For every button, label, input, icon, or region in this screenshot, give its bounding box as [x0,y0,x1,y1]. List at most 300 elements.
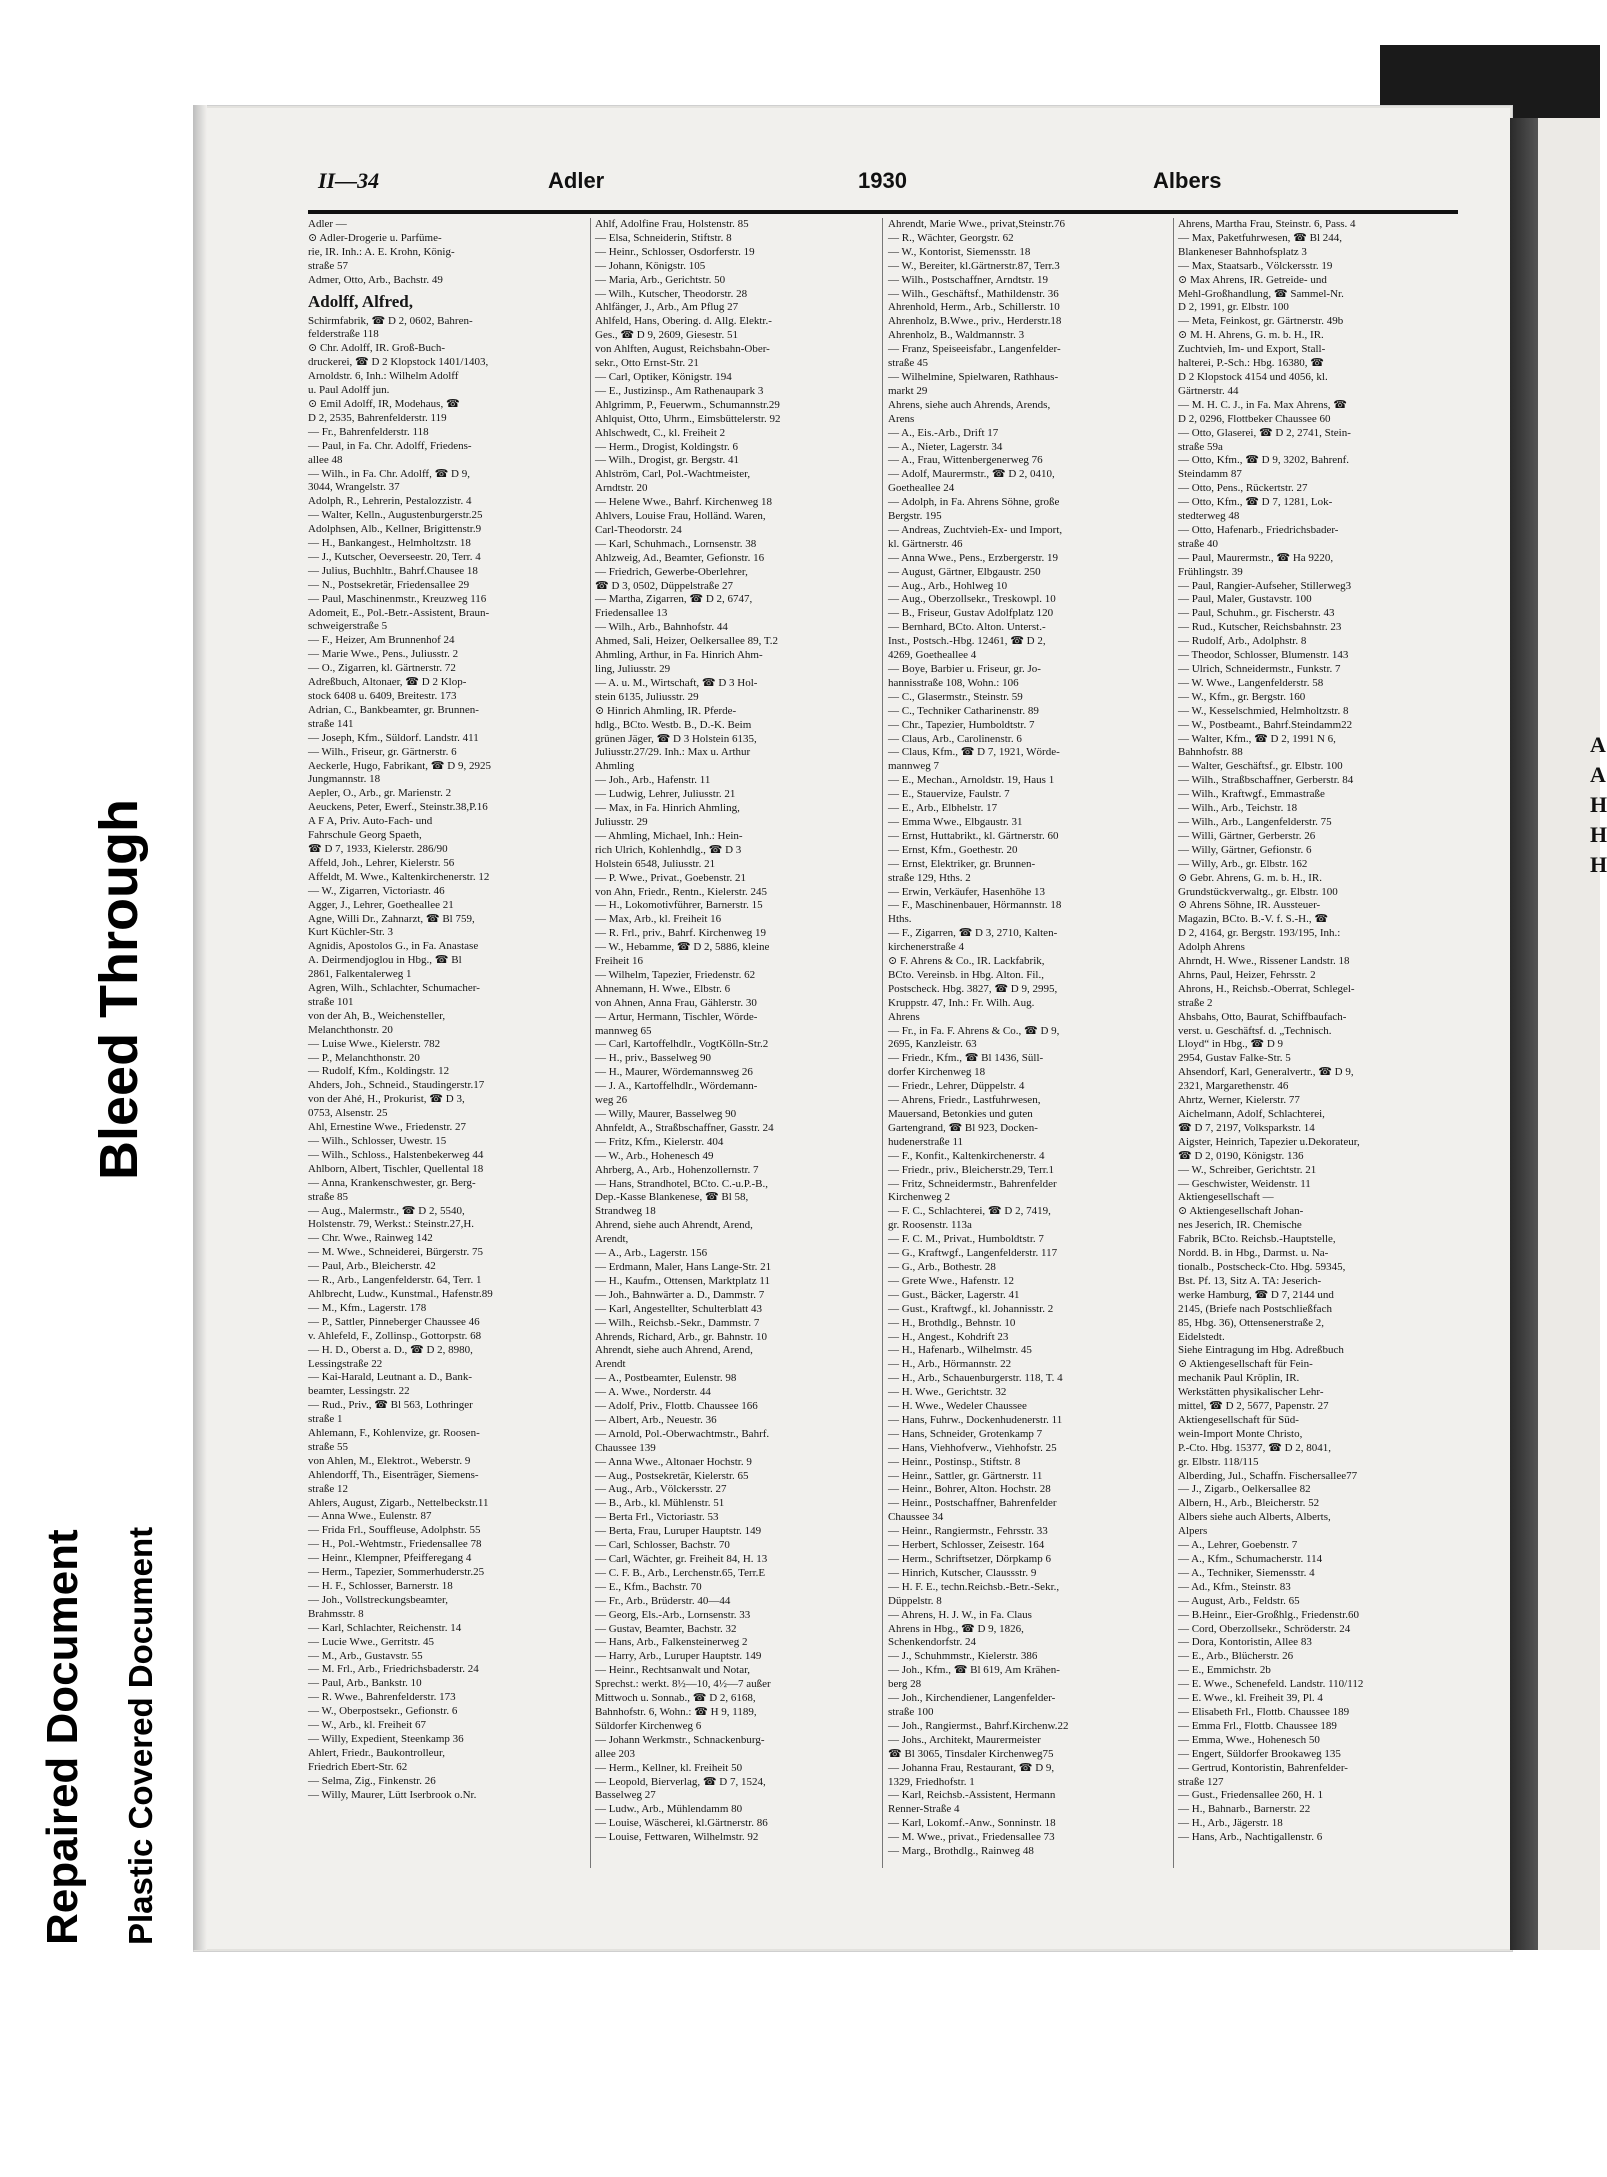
directory-entry-line: — Hinrich, Kutscher, Claussstr. 9 [888,1566,1037,1579]
directory-entry-line: BCto. Vereinsb. in Hbg. Alton. Fil., [888,968,1044,981]
directory-column-3 [888,218,1168,1868]
directory-entry-line: — Ahmling, Michael, Inh.: Hein- [595,829,743,842]
directory-entry-line: Ahlemann, F., Kohlenvize, gr. Roosen- [308,1427,480,1440]
directory-entry-line: — Friedr., priv., Bleicherstr.29, Terr.1 [888,1163,1055,1176]
directory-entry-line: — Paul, Maurermstr., ☎ Ha 9220, [1178,551,1334,564]
directory-entry-line: Basselweg 27 [595,1789,656,1802]
directory-entry-line: — H., priv., Basselweg 90 [595,1052,711,1065]
directory-entry-line: — Wilh., Friseur, gr. Gärtnerstr. 6 [308,745,457,758]
directory-entry-line: — Harry, Arb., Luruper Hauptstr. 149 [595,1650,762,1663]
directory-entry-line: Adomeit, E., Pol.-Betr.-Assistent, Braun- [308,606,490,619]
directory-entry-line: — Wilhelm, Tapezier, Friedenstr. 62 [595,968,756,981]
directory-entry-line: — Berta Frl., Victoriastr. 53 [595,1511,719,1524]
directory-entry-line: — Otto, Kfm., ☎ D 9, 3202, Bahrenf. [1178,454,1350,467]
directory-entry-line: gr. Roosenstr. 113a [888,1219,972,1232]
directory-entry-line: — Albert, Arb., Neuestr. 36 [595,1413,717,1426]
directory-entry-line: 0753, Alsenstr. 25 [308,1107,388,1120]
directory-entry-line: — Walter, Geschäftsf., gr. Elbstr. 100 [1178,760,1343,773]
directory-entry-line: Siehe Eintragung im Hbg. Adreßbuch [1178,1344,1344,1357]
directory-entry-line: — Andreas, Zuchtvieh-Ex- und Import, [888,523,1063,536]
directory-entry-line: Adler — [308,218,347,230]
directory-entry-line: — J., Zigarb., Oelkersallee 82 [1178,1483,1311,1496]
directory-entry-line: Dep.-Kasse Blankenese, ☎ Bl 58, [595,1191,749,1204]
directory-entry-line: von Ahn, Friedr., Rentn., Kielerstr. 245 [595,885,768,898]
directory-entry-line: Schenkendorfstr. 24 [888,1636,976,1649]
directory-entry-line: hudenerstraße 11 [888,1135,964,1148]
directory-entry-line: — Johann, Königstr. 105 [595,259,706,272]
directory-entry-line: Fabrik, BCto. Reichsb.-Hauptstelle, [1178,1233,1336,1246]
directory-entry-line: mittel, ☎ D 2, 5677, Papenstr. 27 [1178,1400,1329,1413]
directory-entry-line: Düppelstr. 8 [888,1594,942,1607]
directory-entry-line: Ahders, Joh., Schneid., Staudingerstr.17 [308,1079,485,1092]
directory-entry-line: — M. H. C. J., in Fa. Max Ahrens, ☎ [1178,398,1347,411]
directory-entry-line: ⊙ M. H. Ahrens, G. m. b. H., IR. [1178,329,1324,342]
directory-entry-line: allee 203 [595,1747,636,1760]
directory-column-4 [1178,218,1458,1868]
directory-entry-line: rie, IR. Inh.: A. E. Krohn, König- [308,245,455,258]
directory-entry-line: Ahlgrimm, P., Feuerwm., Schumannstr.29 [595,398,780,411]
directory-entry-line: 2954, Gustav Falke-Str. 5 [1178,1052,1291,1065]
directory-entry-line: — Bernhard, BCto. Alton. Unterst.- [888,621,1046,634]
directory-entry-line: Affeld, Joh., Lehrer, Kielerstr. 56 [308,856,455,869]
directory-entry-line: schweigerstraße 5 [308,620,388,633]
directory-entry-line: — A., Techniker, Siemensstr. 4 [1178,1566,1315,1579]
directory-entry-line: — Hans, Arb., Nachtigallenstr. 6 [1178,1831,1323,1844]
directory-entry-line: — W. Wwe., Langenfelderstr. 58 [1178,676,1324,689]
directory-entry-line: — Joh., Kirchendiener, Langenfelder- [888,1692,1056,1705]
directory-entry-line: — Joseph, Kfm., Süldorf. Landstr. 411 [308,731,479,744]
directory-entry-line: — Chr., Tapezier, Humboldtstr. 7 [888,718,1035,731]
directory-entry-line: — Wilh., Schloss., Halstenbekerweg 44 [308,1148,484,1161]
directory-entry-line: Ahlfeld, Hans, Obering. d. Allg. Elektr.- [595,315,772,328]
directory-entry-line: Aktiengesellschaft — [1178,1191,1274,1204]
last-entry-heading: Albers [1153,168,1222,193]
column-divider [590,218,591,1868]
directory-entry-line: — Karl, Schuhmach., Lornsenstr. 38 [595,537,757,550]
directory-entry-line: — Friedr., Lehrer, Düppelstr. 4 [888,1080,1025,1093]
directory-entry-line: Postscheck. Hbg. 3827, ☎ D 9, 2995, [888,982,1058,995]
directory-entry-line: — Anna Wwe., Eulenstr. 87 [308,1510,432,1523]
directory-entry-line: 2321, Margarethenstr. 46 [1178,1080,1289,1093]
directory-entry-line: — Heinr., Rechtsanwalt und Notar, [595,1664,751,1677]
directory-entry-line: — Heinr., Sattler, gr. Gärtnerstr. 11 [888,1469,1043,1482]
year-heading: 1930 [858,168,907,193]
directory-entry-line: Ahrenhold, Herm., Arb., Schillerstr. 10 [888,301,1060,314]
directory-entry-line: Süldorfer Kirchenweg 6 [595,1719,702,1732]
directory-entry-line: kirchenerstraße 4 [888,941,965,954]
directory-entry-line: halterei, P.-Sch.: Hbg. 16380, ☎ [1178,357,1324,370]
directory-entry-line: Aigster, Heinrich, Tapezier u.Dekorateur, [1178,1135,1360,1148]
directory-entry-line: — W., Bereiter, kl.Gärtnerstr.87, Terr.3 [888,259,1060,272]
directory-entry-line: — Hans, Strandhotel, BCto. C.-u.P.-B., [595,1177,768,1190]
directory-entry-line: — Hans, Fuhrw., Dockenhudenerstr. 11 [888,1413,1063,1426]
directory-entry-line: Kurt Küchler-Str. 3 [308,926,394,939]
directory-entry-line: — H., Arb., Jägerstr. 18 [1178,1817,1283,1830]
directory-entry-line: — Louise, Wäscherei, kl.Gärtnerstr. 86 [595,1817,768,1830]
directory-entry-line: Eidelstedt. [1178,1330,1225,1343]
column-divider [882,218,883,1868]
directory-entry-line: — Karl, Reichsb.-Assistent, Hermann [888,1789,1056,1802]
directory-entry-line: — Emma, Wwe., Hohenesch 50 [1178,1733,1320,1746]
directory-entry-line: — R., Arb., Langenfelderstr. 64, Terr. 1 [308,1274,482,1287]
repaired-document-label: Repaired Document [38,1529,87,1945]
directory-entry-line: hdlg., BCto. Westb. B., D.-K. Beim [595,718,752,731]
directory-entry-line: ☎ Bl 3065, Tinsdaler Kirchenweg75 [888,1747,1054,1760]
directory-entry-line: Friedensallee 13 [595,607,668,620]
directory-entry-line: — Fritz, Schneidermstr., Bahrenfelder [888,1177,1057,1190]
directory-entry-line: — Herm., Schriftsetzer, Dörpkamp 6 [888,1553,1051,1565]
directory-entry-line: — Selma, Zig., Finkenstr. 26 [308,1774,436,1787]
directory-entry-line: — Ahrens, Friedr., Lastfuhrwesen, [888,1094,1041,1107]
directory-entry-line: D 2, 0296, Flottbeker Chaussee 60 [1178,412,1331,425]
directory-entry-line: Adolph Ahrens [1178,941,1245,954]
directory-entry-line: Ahrons, H., Reichsb.-Oberrat, Schlegel- [1178,982,1355,995]
directory-entry-line: — H. Wwe., Gerichtstr. 32 [888,1386,1007,1399]
directory-entry-line: 2861, Falkentalerweg 1 [308,968,412,981]
directory-entry-line: — F. C. M., Privat., Humboldtstr. 7 [888,1233,1044,1246]
directory-entry-line: — Elsa, Schneiderin, Stiftstr. 8 [595,231,732,244]
directory-entry-line: 85, Hbg. 36), Ottensenerstraße 2, [1178,1316,1325,1329]
directory-entry-line: — G., Kraftwgf., Langenfelderstr. 117 [888,1247,1058,1260]
directory-entry-line: — Wilh., Straßbschaffner, Gerberstr. 84 [1178,774,1354,787]
directory-entry-line: — Rud., Priv., ☎ Bl 563, Lothringer [308,1399,473,1412]
directory-entry-line: D 2, 2535, Bahrenfelderstr. 119 [308,411,447,424]
directory-entry-line: — Herm., Drogist, Koldingstr. 6 [595,440,738,453]
directory-entry-line: — Anna Wwe., Pens., Erzbergerstr. 19 [888,551,1059,564]
directory-entry-line: rich Ulrich, Kohlenhdlg., ☎ D 3 [595,843,742,856]
directory-entry-line: — Artur, Hermann, Tischler, Wörde- [595,1010,758,1023]
directory-entry-line: — Hans, Schneider, Grotenkamp 7 [888,1427,1043,1440]
directory-entry-line: — Ludw., Arb., Mühlendamm 80 [595,1803,743,1816]
directory-entry-line: — B., Arb., kl. Mühlenstr. 51 [595,1497,725,1510]
directory-entry-line: — Rudolf, Kfm., Koldingstr. 12 [308,1065,450,1078]
directory-entry-line: Freiheit 16 [595,955,643,968]
directory-entry-line: Admer, Otto, Arb., Bachstr. 49 [308,273,443,286]
directory-entry-line: — Emma Wwe., Elbgaustr. 31 [888,815,1023,828]
directory-entry-line: — Wilh., Arb., Teichstr. 18 [1178,802,1298,815]
directory-entry-line: Ahlendorff, Th., Eisenträger, Siemens- [308,1468,479,1481]
directory-entry-line: Carl-Theodorstr. 24 [595,523,682,536]
directory-entry-line: berg 28 [888,1678,922,1691]
directory-entry-line: — Aug., Arb., Völckersstr. 27 [595,1483,727,1496]
directory-entry-line: wein-Import Monte Christo, [1178,1427,1303,1440]
directory-entry-line: Aeuckens, Peter, Ewerf., Steinstr.38,P.16 [308,801,488,814]
directory-entry-line: A. Deirmendjoglou in Hbg., ☎ Bl [308,954,462,967]
directory-entry-line: straße 141 [308,717,354,730]
directory-entry-line: — Willy, Arb., gr. Elbstr. 162 [1178,857,1308,870]
directory-entry-line: 1329, Friedhofstr. 1 [888,1775,975,1788]
directory-entry-line: ⊙ Gebr. Ahrens, G. m. b. H., IR. [1178,871,1322,884]
directory-entry-line: 3044, Wrangelstr. 37 [308,481,400,494]
directory-entry-line: — Aug., Postsekretär, Kielerstr. 65 [595,1469,749,1482]
directory-entry-line: — Friedr., Kfm., ☎ Bl 1436, Süll- [888,1052,1044,1065]
directory-entry-line: — Ernst, Elektriker, gr. Brunnen- [888,857,1036,870]
directory-entry-line: — R. Wwe., Bahrenfelderstr. 173 [308,1691,456,1704]
directory-entry-line: — Walter, Kelln., Augustenburgerstr.25 [308,509,483,522]
directory-entry-line: — Paul, Maler, Gustavstr. 100 [1178,593,1312,606]
directory-entry-line: — O., Zigarren, kl. Gärtnerstr. 72 [308,662,456,675]
directory-entry-line: — A., Eis.-Arb., Drift 17 [888,426,999,439]
directory-entry-line: straße 85 [308,1190,349,1203]
directory-entry-line: Arendt [595,1358,626,1371]
directory-entry-line: — H., Arb., Hörmannstr. 22 [888,1358,1012,1371]
directory-entry-line: — Ernst, Huttabrikt., kl. Gärtnerstr. 60 [888,829,1059,842]
directory-entry-line: felderstraße 118 [308,328,379,341]
directory-entry-line: — W., Postbeamt., Bahrf.Steindamm22 [1178,718,1353,731]
directory-entry-line: Ahrendt, Marie Wwe., privat,Steinstr.76 [888,218,1065,230]
directory-entry-line: stein 6135, Juliusstr. 29 [595,690,699,703]
page-header [318,168,1458,200]
directory-entry-line: Ahlers, August, Zigarb., Nettelbeckstr.11 [308,1496,489,1509]
directory-entry-line: — Wilh., Schlosser, Uwestr. 15 [308,1135,447,1147]
directory-entry-line: Juliusstr. 29 [595,815,648,828]
directory-entry-line: — Carl, Schlosser, Bachstr. 70 [595,1539,730,1552]
plastic-covered-label: Plastic Covered Document [122,1526,159,1945]
directory-entry-line: straße 45 [888,357,929,370]
directory-entry-line: Steindamm 87 [1178,468,1242,481]
directory-entry-line: von Ahnen, Anna Frau, Gählerstr. 30 [595,996,757,1009]
directory-entry-line: ⊙ Emil Adolff, IR, Modehaus, ☎ [308,397,460,410]
directory-entry-line: — Joh., Arb., Hafenstr. 11 [595,774,711,787]
directory-entry-line: markt 29 [888,384,928,397]
directory-entry-line: — Anna Wwe., Altonaer Hochstr. 9 [595,1455,752,1468]
directory-entry-line: Adrian, C., Bankbeamter, gr. Brunnen- [308,703,479,716]
directory-entry-line: D 2, 1991, gr. Elbstr. 100 [1178,301,1289,314]
directory-entry-line: Inst., Postsch.-Hbg. 12461, ☎ D 2, [888,635,1046,648]
directory-entry-line: Chaussee 34 [888,1511,944,1524]
directory-entry-line: — Heinr., Postschaffner, Bahrenfelder [888,1497,1057,1510]
directory-entry-line: — F., Maschinenbauer, Hörmannstr. 18 [888,899,1062,912]
directory-entry-line: ⊙ Aktiengesellschaft Johan- [1178,1205,1304,1218]
directory-entry-line: — B., Friseur, Gustav Adolfplatz 120 [888,607,1054,620]
directory-entry-line: Sprechst.: werkt. 8½—10, 4½—7 außer [595,1678,771,1691]
directory-entry-line: — Ernst, Kfm., Goethestr. 20 [888,843,1018,856]
directory-entry-line: Adolph, R., Lehrerin, Pestalozzistr. 4 [308,495,472,508]
directory-entry-line: Gartengrand, ☎ Bl 923, Docken- [888,1121,1038,1134]
directory-entry-line: — H. F., Schlosser, Barnerstr. 18 [308,1580,453,1592]
directory-entry-line: Blankeneser Bahnhofsplatz 3 [1178,245,1307,258]
directory-entry-line: — H. D., Oberst a. D., ☎ D 2, 8980, [308,1343,473,1356]
directory-entry-line: Aepler, O., Arb., gr. Marienstr. 2 [308,787,452,800]
directory-entry-line: — Ahrens, H. J. W., in Fa. Claus [888,1608,1032,1621]
directory-entry-line: — Paul, Schuhm., gr. Fischerstr. 43 [1178,607,1335,620]
directory-entry-line: straße 12 [308,1482,349,1495]
directory-entry-line: — Heinr., Schlosser, Osdorferstr. 19 [595,245,755,258]
directory-entry-line: A F A, Priv. Auto-Fach- und [308,815,433,828]
directory-entry-line: — M. Wwe., Schneiderei, Bürgerstr. 75 [308,1246,483,1259]
directory-entry-line: Albern, H., Arb., Bleicherstr. 52 [1178,1497,1320,1510]
directory-entry-line: Arndtstr. 20 [595,482,648,495]
directory-entry-line: — Otto, Hafenarb., Friedrichsbader- [1178,523,1339,536]
directory-entry-line: ⊙ Aktiengesellschaft für Fein- [1178,1358,1313,1371]
directory-entry-line: Arendt, [595,1233,629,1246]
directory-entry-line: ⊙ Adler-Drogerie u. Parfüme- [308,231,442,244]
directory-entry-line: — H. Wwe., Wedeler Chaussee [888,1400,1027,1413]
directory-entry-line: D 2, 4164, gr. Bergstr. 193/195, Inh.: [1178,927,1341,940]
directory-entry-line: — N., Postsekretär, Friedensallee 29 [308,578,470,591]
directory-entry-line: Ahlzweig, Ad., Beamter, Gefionstr. 16 [595,551,765,564]
directory-entry-line: Magazin, BCto. B.-V. f. S.-H., ☎ [1178,913,1329,926]
directory-entry-line: werke Hamburg, ☎ D 7, 2144 und [1178,1288,1334,1301]
directory-entry-line: sekr., Otto Ernst-Str. 21 [595,357,699,370]
directory-entry-line: — Willy, Expedient, Steenkamp 36 [308,1732,464,1745]
directory-entry-line: — Wilh., Arb., Langenfelderstr. 75 [1178,815,1332,828]
directory-entry-line: — Kai-Harald, Leutnant a. D., Bank- [308,1371,473,1384]
directory-entry-line: Agnidis, Apostolos G., in Fa. Anastase [308,940,479,953]
directory-entry-line: straße 57 [308,259,349,272]
directory-entry-line: von der Ahé, H., Prokurist, ☎ D 3, [308,1093,465,1106]
directory-entry-line: — Rudolf, Arb., Adolphstr. 8 [1178,635,1307,648]
directory-entry-line: straße 59a [1178,440,1223,453]
directory-entry-line: Agne, Willi Dr., Zahnarzt, ☎ Bl 759, [308,912,475,925]
directory-entry-line: — Otto, Pens., Rückertstr. 27 [1178,482,1308,495]
directory-entry-line: stedterweg 48 [1178,510,1240,523]
directory-entry-line: — Franz, Speiseeisfabr., Langenfelder- [888,343,1061,356]
directory-entry-line: Ahrend, siehe auch Ahrendt, Arend, [595,1219,753,1232]
directory-entry-line: — C., Techniker Catharinenstr. 89 [888,704,1039,717]
directory-entry-line: Aktiengesellschaft für Süd- [1178,1413,1299,1426]
directory-entry-line: — W., Schreiber, Gerichtstr. 21 [1178,1163,1317,1176]
directory-entry-line: Strandweg 18 [595,1205,656,1218]
directory-entry-line: — Fritz, Kfm., Kielerstr. 404 [595,1135,724,1148]
directory-entry-line: Ahmed, Sali, Heizer, Oelkersallee 89, T.2 [595,635,779,648]
directory-entry-line: straße 101 [308,995,354,1008]
directory-entry-line: — Wilh., Kraftwgf., Emmastraße [1178,788,1325,801]
directory-entry-line: ⊙ Max Ahrens, IR. Getreide- und [1178,273,1327,286]
directory-entry-line: straße 40 [1178,537,1219,550]
directory-entry-line: straße 129, Hths. 2 [888,871,971,884]
directory-entry-line: verst. u. Geschäftsf. d. „Technisch. [1178,1024,1332,1037]
directory-entry-line: Ahrberg, A., Arb., Hohenzollernstr. 7 [595,1163,759,1176]
directory-entry-line: — Ludwig, Lehrer, Juliusstr. 21 [595,788,736,801]
directory-entry-line: — Aug., Oberzollsekr., Treskowpl. 10 [888,593,1056,606]
directory-entry-line: ⊙ Hinrich Ahmling, IR. Pferde- [595,704,737,717]
bleed-through-label: Bleed Through [89,799,149,1180]
directory-entry-line: — H., Bankangest., Helmholtzstr. 18 [308,537,471,550]
directory-entry-line: — J., Schuhmmstr., Kielerstr. 386 [888,1650,1038,1663]
header-rule [308,210,1458,214]
directory-entry-line: von Ahlen, M., Elektrot., Weberstr. 9 [308,1454,471,1467]
directory-entry-line: — E., Arb., Elbhelstr. 17 [888,802,998,815]
directory-entry-line: — Willy, Maurer, Lütt Iserbrook o.Nr. [308,1788,477,1801]
directory-entry-line: — Marie Wwe., Pens., Juliusstr. 2 [308,648,459,661]
directory-entry-line: ☎ D 2, 0190, Königstr. 136 [1178,1149,1304,1162]
directory-entry-line: — H., Brothdlg., Behnstr. 10 [888,1316,1016,1329]
directory-entry-line: Ahrens, Martha Frau, Steinstr. 6, Pass. 4 [1178,218,1356,230]
directory-entry-line: Melanchthonstr. 20 [308,1023,393,1036]
directory-entry-line: — Gust., Bäcker, Lagerstr. 41 [888,1288,1020,1301]
directory-entry-line: Affeldt, M. Wwe., Kaltenkirchenerstr. 12 [308,870,490,883]
directory-entry-line: — Wilh., Geschäftsf., Mathildenstr. 36 [888,287,1059,300]
directory-entry-line: — Maria, Arb., Gerichtstr. 50 [595,273,726,286]
directory-entry-line: u. Paul Adolff jun. [308,384,390,397]
directory-entry-line: — F., Zigarren, ☎ D 3, 2710, Kalten- [888,927,1058,940]
directory-column-1 [308,218,586,1868]
directory-entry-line: — Julius, Buchhltr., Bahrf.Chausee 18 [308,564,478,577]
directory-entry-line: — M., Arb., Gustavstr. 55 [308,1649,423,1662]
directory-entry-line: Mittwoch u. Sonnab., ☎ D 2, 6168, [595,1692,756,1705]
directory-entry-line: — H., Pol.-Wehtmstr., Friedensallee 78 [308,1538,482,1551]
directory-entry-line: — Joh., Vollstreckungsbeamter, [308,1593,448,1606]
directory-entry-line: — Chr. Wwe., Rainweg 142 [308,1232,433,1245]
directory-entry-line: hannisstraße 108, Wohn.: 106 [888,676,1019,689]
directory-entry-line: ⊙ F. Ahrens & Co., IR. Lackfabrik, [888,955,1045,968]
directory-entry-line: Lessingstraße 22 [308,1357,383,1370]
directory-entry-line: Ahrens, siehe auch Ahrends, Arends, [888,398,1051,411]
directory-entry-line: Chaussee 139 [595,1441,656,1454]
directory-entry-line: Ahrenholz, B.Wwe., priv., Herderstr.18 [888,315,1062,328]
directory-entry-line: — Karl, Angestellter, Schulterblatt 43 [595,1302,762,1315]
directory-entry-line: — Gustav, Beamter, Bachstr. 32 [595,1622,737,1635]
directory-entry-line: — H., Maurer, Wördemannsweg 26 [595,1066,753,1079]
directory-entry-line: — Wilh., Arb., Bahnhofstr. 44 [595,621,728,634]
page-binding-edge [1510,118,1538,1950]
directory-entry-line: Arnoldstr. 6, Inh.: Wilhelm Adolff [308,370,459,383]
directory-entry-line: Ahlert, Friedr., Baukontrolleur, [308,1746,446,1759]
directory-entry-line: Ahmling, Arthur, in Fa. Hinrich Ahm- [595,649,763,662]
directory-entry-line: — Heinr., Klempner, Pfeifferegang 4 [308,1552,472,1565]
directory-entry-line: — Heinr., Bohrer, Alton. Hochstr. 28 [888,1483,1051,1496]
directory-entry-line: D 2 Klopstock 4154 und 4056, kl. [1178,370,1328,383]
directory-entry-line: tionalb., Postscheck-Cto. Hbg. 59345, [1178,1260,1346,1273]
directory-entry-line: — Anna, Krankenschwester, gr. Berg- [308,1176,476,1189]
directory-entry-line: Adreßbuch, Altonaer, ☎ D 2 Klop- [308,676,467,689]
directory-entry-line: — Adolf, Priv., Flottb. Chaussee 166 [595,1400,758,1413]
directory-entry-line: — F., Heizer, Am Brunnenhof 24 [308,634,455,647]
directory-entry-line: — P., Sattler, Pinneberger Chaussee 46 [308,1315,480,1328]
directory-entry-line: — Fr., Arb., Brüderstr. 40—44 [595,1594,731,1607]
directory-entry-line: — W., Arb., kl. Freiheit 67 [308,1719,426,1732]
directory-entry-line: Jungmannstr. 18 [308,773,381,786]
directory-entry-line: — A., Lehrer, Goebenstr. 7 [1178,1539,1298,1552]
directory-entry-line: Holstenstr. 79, Werkst.: Steinstr.27,H. [308,1218,475,1231]
directory-entry-line: Ahlschwedt, C., kl. Freiheit 2 [595,426,726,439]
directory-entry-line: straße 1 [308,1413,343,1426]
directory-entry-line: Ahnfeldt, A., Straßbschaffner, Gasstr. 24 [595,1121,774,1134]
directory-entry-line: — J. A., Kartoffelhdlr., Wördemann- [595,1080,758,1093]
directory-entry-line: — A. u. M., Wirtschaft, ☎ D 3 Hol- [595,676,758,689]
directory-entry-line: — Luise Wwe., Kielerstr. 782 [308,1037,441,1050]
directory-entry-line: — Otto, Kfm., ☎ D 7, 1281, Lok- [1178,496,1333,509]
directory-entry-line: Ahl, Ernestine Wwe., Friedenstr. 27 [308,1121,467,1134]
directory-entry-line: Werkstätten physikalischer Lehr- [1178,1386,1324,1399]
directory-entry-line: — Martha, Zigarren, ☎ D 2, 6747, [595,593,753,606]
directory-entry-line: Ahnemann, H. Wwe., Elbstr. 6 [595,982,731,995]
directory-entry-line: — M. Wwe., privat., Friedensallee 73 [888,1831,1055,1844]
directory-entry-line: — Otto, Glaserei, ☎ D 2, 2741, Stein- [1178,426,1351,439]
directory-entry-line: — E., Kfm., Bachstr. 70 [595,1580,702,1593]
directory-entry-line: Zuchtvieh, Im- und Export, Stall- [1178,343,1326,356]
directory-entry-line: — Heinr., Postinsp., Stiftstr. 8 [888,1455,1021,1468]
directory-entry-line: — Berta, Frau, Luruper Hauptstr. 149 [595,1525,762,1538]
directory-entry-line: — Georg, Els.-Arb., Lornsenstr. 33 [595,1608,751,1621]
directory-entry-line: — Meta, Feinkost, gr. Gärtnerstr. 49b [1178,315,1344,328]
directory-entry-line: Agren, Wilh., Schlachter, Schumacher- [308,982,480,995]
directory-entry-line: beamter, Lessingstr. 22 [308,1385,410,1398]
directory-entry-line: — W., Oberpostsekr., Gefionstr. 6 [308,1705,458,1718]
directory-entry-line: — C., Glasermstr., Steinstr. 59 [888,690,1023,703]
next-page-fragment [1590,730,1607,880]
directory-entry-line: ☎ D 7, 1933, Kielerstr. 286/90 [308,842,448,855]
directory-entry-line: — Wilh., Drogist, gr. Bergstr. 41 [595,454,739,467]
directory-entry-line: — H., Lokomotivführer, Barnerstr. 15 [595,899,763,912]
directory-entry-line: — H. F. E., techn.Reichsb.-Betr.-Sekr., [888,1580,1060,1593]
directory-entry-line: — Herm., Tapezier, Sommerhuderstr.25 [308,1566,485,1579]
directory-entry-line: — Johanna Frau, Restaurant, ☎ D 9, [888,1761,1055,1774]
directory-entry-line: — Fr., in Fa. F. Ahrens & Co., ☎ D 9, [888,1024,1060,1037]
directory-entry-line: gr. Elbstr. 118/115 [1178,1455,1259,1468]
directory-entry-line: von Ahlften, August, Reichsbahn-Ober- [595,343,770,356]
